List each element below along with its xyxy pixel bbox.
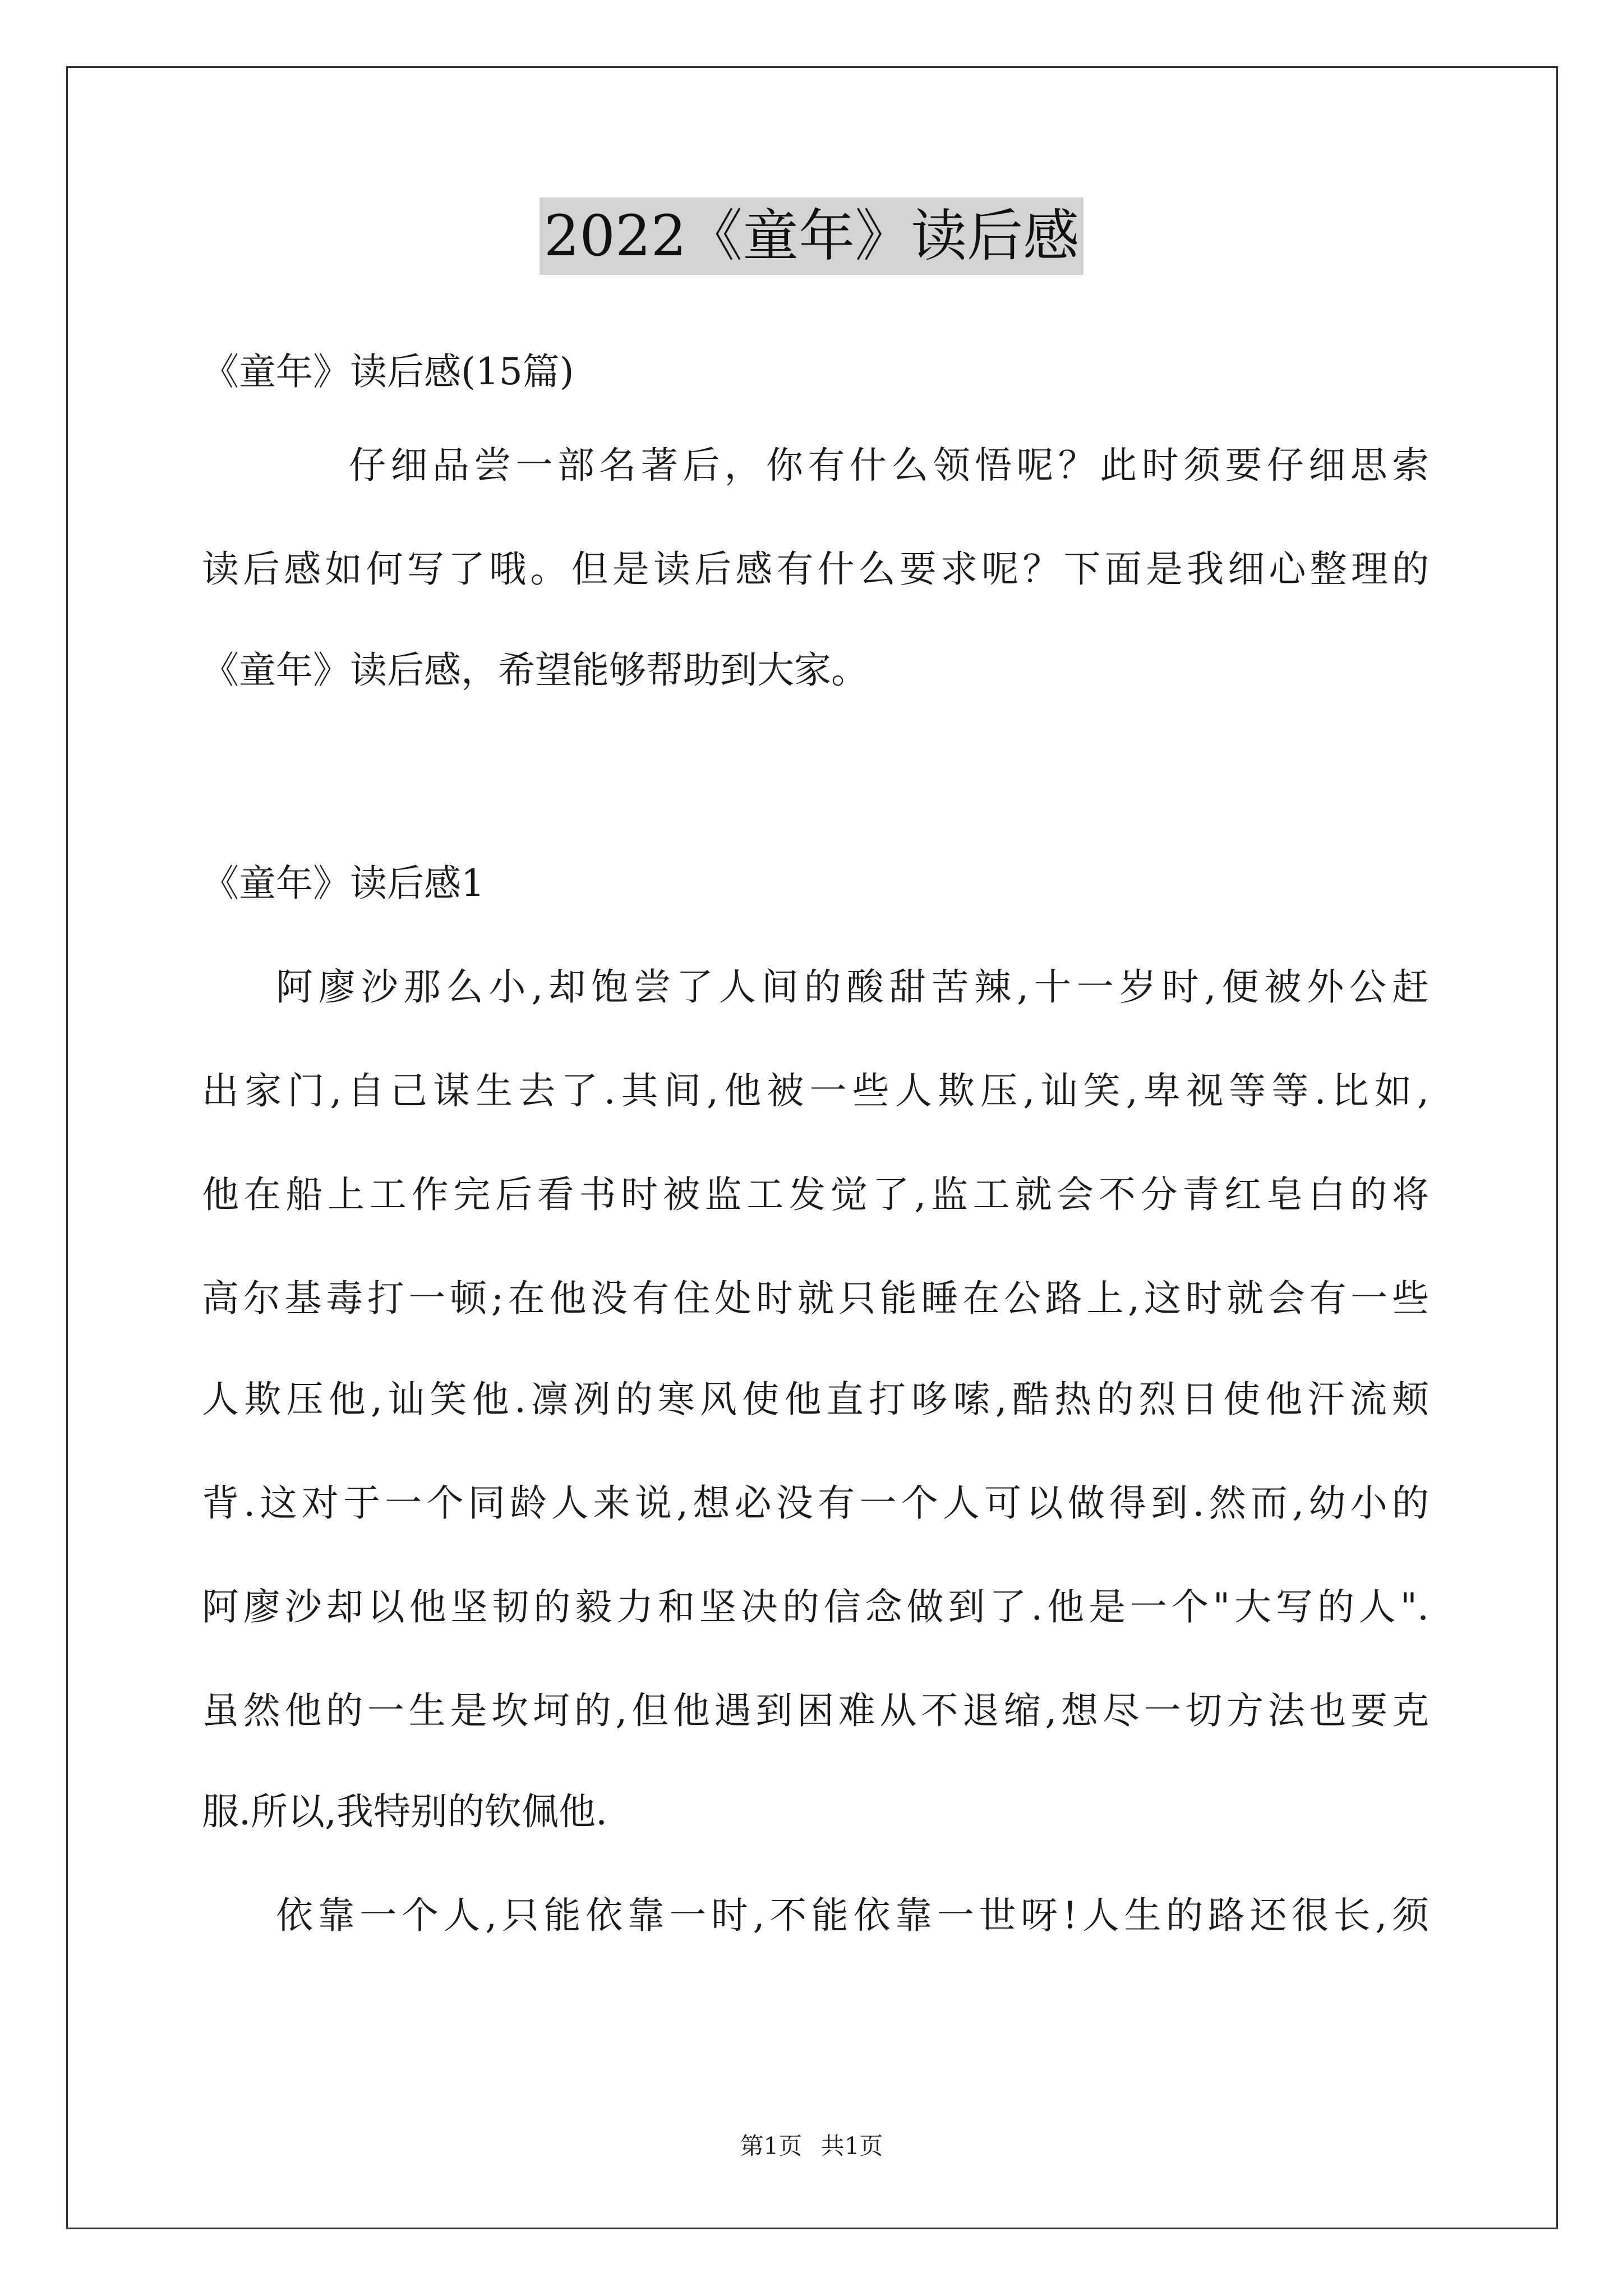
intro-line-1: 仔细品尝一部名著后，你有什么领悟呢？此时须要仔细思索 [349, 444, 1429, 487]
paragraph1-line-3: 他在船上工作完后看书时被监工发觉了,监工就会不分青红皂白的将 [202, 1173, 1429, 1216]
paragraph1-line-5: 人欺压他,讪笑他.凛冽的寒风使他直打哆嗦,酷热的烈日使他汗流颊 [202, 1378, 1429, 1421]
document-title: 2022《童年》读后感 [540, 197, 1084, 275]
intro-line-3: 《童年》读后感，希望能够帮助到大家。 [202, 648, 868, 692]
paragraph1-line-6: 背.这对于一个同龄人来说,想必没有一个人可以做得到.然而,幼小的 [202, 1481, 1429, 1525]
page-footer [0, 2131, 1623, 2162]
paragraph1-line-1: 阿廖沙那么小,却饱尝了人间的酸甜苦辣,十一岁时,便被外公赶 [276, 965, 1429, 1009]
intro-line-2: 读后感如何写了哦。但是读后感有什么要求呢？下面是我细心整理的 [202, 547, 1429, 591]
paragraph2-line-1: 依靠一个人,只能依靠一时,不能依靠一世呀!人生的路还很长,须 [276, 1894, 1429, 1937]
page-number: 第1页 [740, 2132, 803, 2160]
title-container [0, 197, 1623, 275]
paragraph1-line-9: 服.所以,我特别的钦佩他. [202, 1790, 607, 1833]
page-total: 共1页 [820, 2132, 883, 2160]
subtitle: 《童年》读后感(15篇) [202, 350, 574, 393]
paragraph1-line-7: 阿廖沙却以他坚韧的毅力和坚决的信念做到了.他是一个"大写的人". [202, 1585, 1429, 1628]
paragraph1-line-4: 高尔基毒打一顿;在他没有住处时就只能睡在公路上,这时就会有一些 [202, 1277, 1429, 1320]
section-heading: 《童年》读后感1 [202, 862, 485, 905]
paragraph1-line-2: 出家门,自己谋生去了.其间,他被一些人欺压,讪笑,卑视等等.比如, [202, 1069, 1429, 1112]
paragraph1-line-8: 虽然他的一生是坎坷的,但他遇到困难从不退缩,想尽一切方法也要克 [202, 1689, 1429, 1732]
